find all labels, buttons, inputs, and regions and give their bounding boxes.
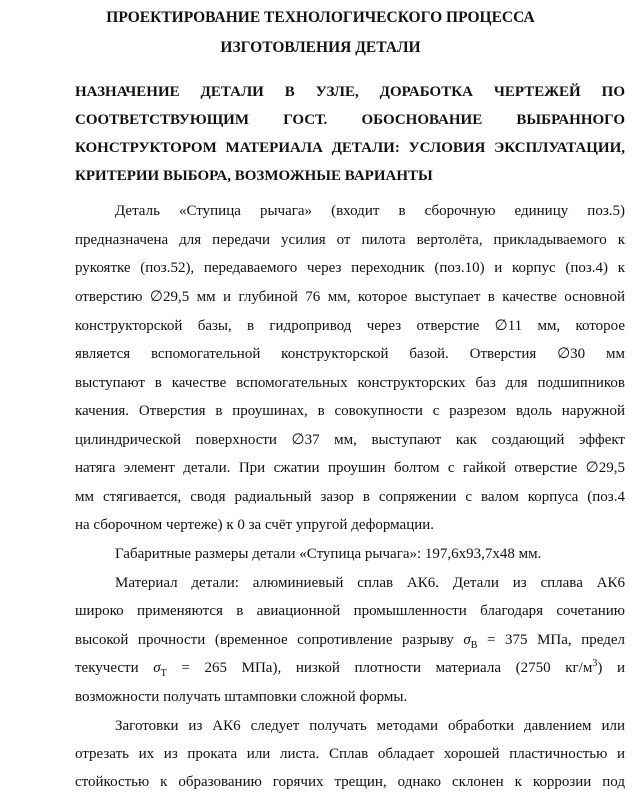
paragraph-line: Материал детали: алюминиевый сплав АК6. Детали из сплава АК6	[115, 575, 625, 591]
text-segment: = 265 МПа), низкой плотности материала (2750 кг/м	[166, 660, 593, 676]
paragraph-line: качения. Отверстия в проушинах, в совокупности с разрезом вдоль наружной	[75, 403, 625, 419]
paragraph-line: натяга элемент детали. При сжатии проушин болтом с гайкой отверстие ∅29,5	[75, 460, 625, 476]
paragraph-line: рукоятке (поз.52), передаваемого через переходник (поз.10) и корпус (поз.4) к	[75, 260, 625, 276]
section-heading-line: КОНСТРУКТОРОМ МАТЕРИАЛА ДЕТАЛИ: УСЛОВИЯ ЭКСПЛУАТАЦИИ,	[75, 140, 625, 156]
paragraph-line: конструкторской базы, в гидропривод через отверстие ∅11 мм, которое	[75, 318, 625, 334]
subscript-b: В	[470, 640, 478, 651]
paragraph-line: Деталь «Ступица рычага» (входит в сборочную единицу поз.5)	[115, 203, 625, 219]
text-segment: ) и	[597, 660, 625, 676]
sigma-symbol: σ	[153, 660, 161, 676]
paragraph-line: является вспомогательной конструкторской базой. Отверстия ∅30 мм	[75, 346, 625, 362]
paragraph-line: стойкостью к образованию горячих трещин, однако склонен к коррозии под	[75, 774, 625, 790]
superscript-3: 3	[592, 658, 598, 669]
paragraph-line-strength	[75, 630, 625, 650]
subscript-t: Т	[160, 668, 167, 679]
paragraph-line: Заготовки из АК6 следует получать методами обработки давлением или	[115, 718, 625, 734]
paragraph-line: на сборочном чертеже) к 0 за счёт упругой деформации.	[75, 517, 435, 533]
paragraph-line: предназначена для передачи усилия от пилота вертолёта, прикладываемого к	[75, 232, 625, 248]
paragraph-line: отрезать их из проката или листа. Сплав обладает хорошей пластичностью и	[75, 746, 625, 762]
paragraph-line: мм стягивается, сводя радиальный зазор в сопряжении с валом корпуса (поз.4	[75, 489, 625, 505]
paragraph-dimensions: Габаритные размеры детали «Ступица рычага»: 197,6х93,7х48 мм.	[115, 546, 542, 562]
text-segment: = 375 МПа, предел	[477, 632, 625, 648]
paragraph-line: цилиндрической поверхности ∅37 мм, выступают как создающий эффект	[75, 432, 625, 448]
sigma-symbol: σ	[463, 632, 471, 648]
section-heading-line: НАЗНАЧЕНИЕ ДЕТАЛИ В УЗЛЕ, ДОРАБОТКА ЧЕРТЕЖЕЙ ПО	[75, 84, 625, 100]
paragraph-line: выступают в качестве вспомогательных конструкторских баз для подшипников	[75, 375, 625, 391]
paragraph-line: широко применяются в авиационной промышленности благодаря сочетанию	[75, 603, 625, 619]
page-title-line-2: ИЗГОТОВЛЕНИЯ ДЕТАЛИ	[220, 39, 421, 56]
section-heading-line: КРИТЕРИИ ВЫБОРА, ВОЗМОЖНЫЕ ВАРИАНТЫ	[75, 168, 433, 184]
page-title-line-1: ПРОЕКТИРОВАНИЕ ТЕХНОЛОГИЧЕСКОГО ПРОЦЕССА	[106, 9, 535, 26]
text-segment: высокой прочности (временное сопротивление разрыву	[75, 632, 464, 648]
text-segment: текучести	[75, 660, 154, 676]
paragraph-line: возможности получать штамповки сложной формы.	[75, 689, 408, 705]
paragraph-line: отверстию ∅29,5 мм и глубиной 76 мм, которое выступает в качестве основной	[75, 289, 625, 305]
section-heading-line: СООТВЕТСТВУЮЩИМ ГОСТ. ОБОСНОВАНИЕ ВЫБРАННОГО	[75, 112, 625, 128]
paragraph-line-yield	[75, 658, 625, 678]
